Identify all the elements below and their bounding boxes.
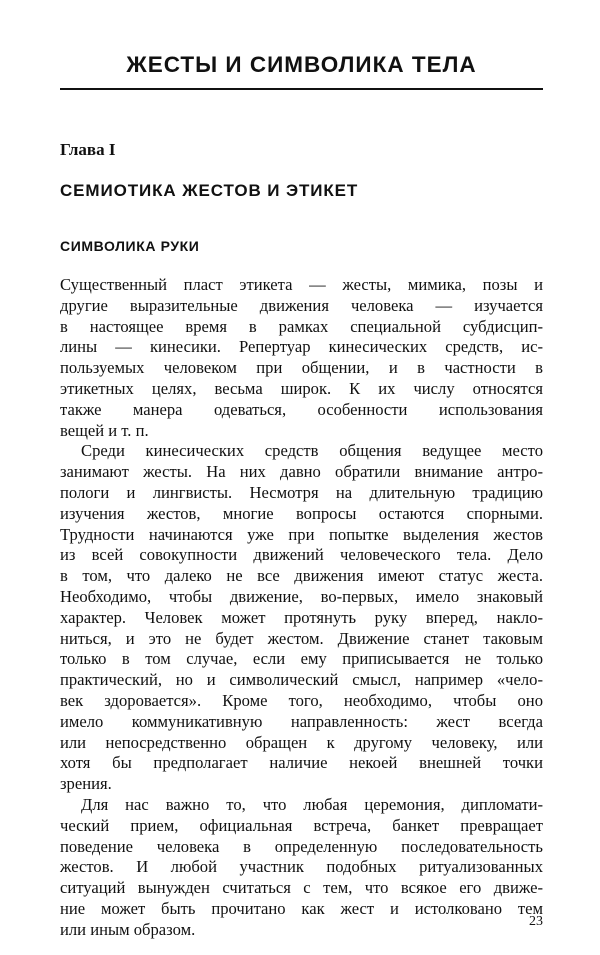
text-line: характер. Человек может протянуть руку вперед, накло- [60,607,543,627]
text-line: Трудности начинаются уже при попытке выделения жестов [60,524,543,544]
text-line: Для нас важно то, что любая церемония, дипломати- [81,794,543,814]
running-head: ЖЕСТЫ И СИМВОЛИКА ТЕЛА [126,52,477,77]
text-line: Существенный пласт этикета — жесты, мимика, позы и [60,275,543,294]
text-line: вещей и т. п. [60,420,149,440]
chapter-label: Глава I [60,140,116,159]
section-title: СИМВОЛИКА РУКИ [60,238,200,254]
text-line: Среди кинесических средств общения ведущее место [81,441,543,461]
text-line: ситуаций вынужден считаться с тем, что всякое его движе- [60,878,543,898]
page-number: 23 [529,914,543,929]
text-line: только в том случае, если ему приписывается не только [60,649,543,669]
text-line: изучения жестов, многие вопросы остаются спорными. [60,503,543,523]
text-line: в настоящее время в рамках специальной субдисцип- [60,316,543,336]
body-text [60,275,543,941]
text-line: ние может быть прочитано как жест и истолковано тем [60,898,543,918]
text-line: лины — кинесики. Репертуар кинесических средств, ис- [60,337,543,357]
text-line: занимают жесты. На них давно обратили внимание антро- [60,462,543,482]
text-line: век здоровается». Кроме того, необходимо, чтобы оно [60,690,543,710]
text-line: из всей совокупности движений человеческого тела. Дело [60,545,543,565]
text-line: Необходимо, чтобы движение, во-первых, имело знаковый [60,586,543,606]
header-rule [60,88,543,90]
text-line: этикетных целях, весьма широк. К их числу относятся [60,378,543,398]
text-line: в том, что далеко не все движения имеют статус жеста. [60,566,543,586]
text-line: хотя бы предполагает наличие некоей внешней точки [60,753,543,773]
text-line: также манера одеваться, особенности использования [60,399,543,419]
text-line: ниться, и это не будет жестом. Движение станет таковым [60,628,543,648]
text-line: пользуемых человеком при общении, и в частности в [60,358,543,378]
text-line: жестов. И любой участник подобных ритуализованных [60,857,543,877]
text-line: зрения. [60,774,112,794]
text-line: пологи и лингвисты. Несмотря на длительную традицию [60,482,543,502]
text-line: или непосредственно обращен к другому человеку, или [60,732,543,752]
text-line: другие выразительные движения человека — изучается [60,295,543,315]
text-line: практический, но и символический смысл, например «чело- [60,670,543,690]
text-line: ческий прием, официальная встреча, банкет превращает [60,815,543,835]
chapter-title: СЕМИОТИКА ЖЕСТОВ И ЭТИКЕТ [60,181,359,200]
text-line: поведение человека в определенную последовательность [60,836,543,856]
text-line: имело коммуникативную направленность: жест всегда [60,711,543,731]
text-line: или иным образом. [60,919,196,939]
